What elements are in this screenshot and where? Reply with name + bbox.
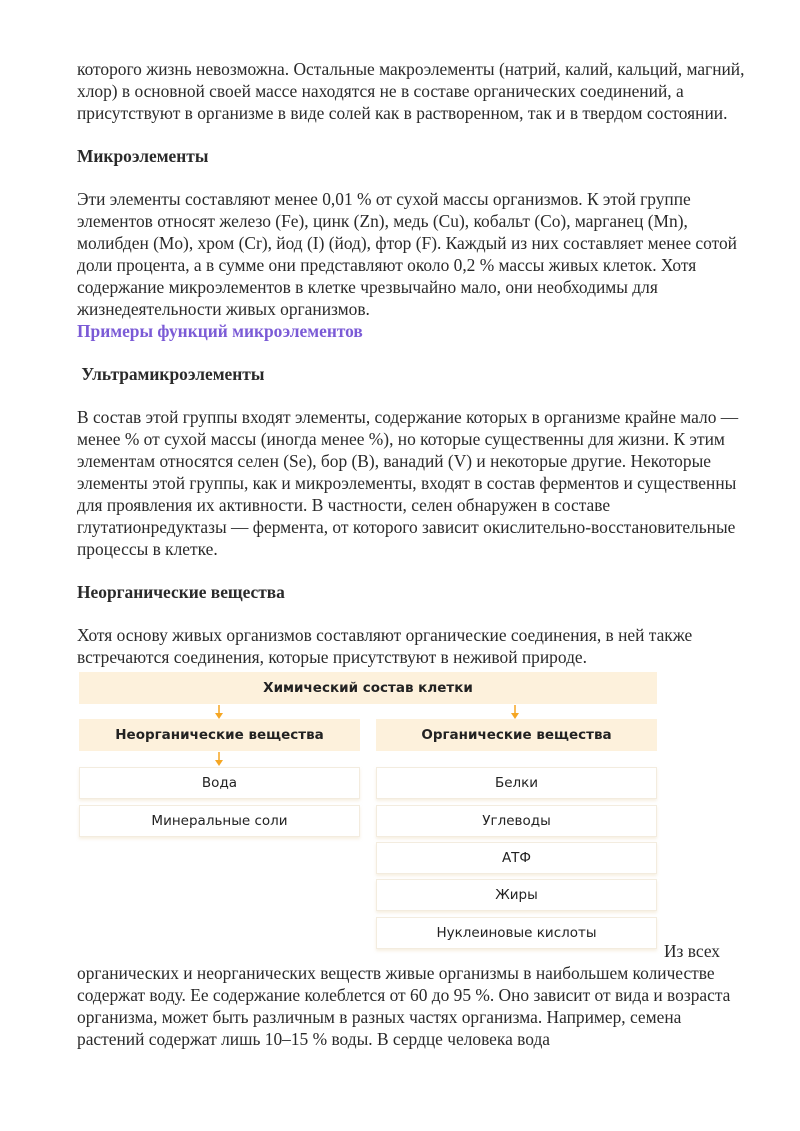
document-body [77, 58, 745, 668]
paragraph-inorganic: Хотя основу живых организмов составляют органические соединения, в ней также встречаются соединения, которые присутствуют в неживой природе. [77, 625, 693, 667]
paragraph-water: органических и неорганических веществ живые организмы в наибольшем количестве содержат воду. Ее содержание колеблется от 60 до 95 %. Оно зависит от вида и возраста организма, может быть различным в разных частях организма. Например, семена растений содержат лишь 10–15 % воды. В сердце человека вода [77, 963, 731, 1049]
heading-microelements: Микроэлементы [77, 146, 209, 166]
inorganic-item: Вода [79, 767, 360, 799]
organic-item: Нуклеиновые кислоты [376, 917, 657, 949]
heading-inorganic: Неорганические вещества [77, 582, 285, 602]
heading-ultramicroelements: Ультрамикроэлементы [77, 364, 265, 384]
organic-header: Органические вещества [376, 719, 657, 751]
inorganic-item: Минеральные соли [79, 805, 360, 837]
arrow-down-icon [214, 752, 224, 766]
organic-item: Белки [376, 767, 657, 799]
organic-item: Жиры [376, 879, 657, 911]
organic-item: АТФ [376, 842, 657, 874]
paragraph-ultramicroelements: В состав этой группы входят элементы, содержание которых в организме крайне мало — менее % от сухой массы (иногда менее %), но которые существенны для жизни. К этим элементам относятся селен (Se), бор (B), ванадий (V) и некоторые другие. Некоторые элементы этой группы, как и микроэлементы, входят в состав ферментов и существенны для проявления их активности. В частности, селен обнаружен в составе глутатионредуктазы — фермента, от которого зависит окислительно-восстановительные процессы в клетке. [77, 407, 739, 559]
paragraph-macro-continued: которого жизнь невозможна. Остальные макроэлементы (натрий, калий, кальций, магний, хлор) в основной своей массе находятся не в составе органических соединений, а присутствуют в организме в виде солей как в растворенном, так и в твердом состоянии. [77, 59, 745, 123]
paragraph-microelements: Эти элементы составляют менее 0,01 % от сухой массы организмов. К этой группе элементов относят железо (Fe), цинк (Zn), медь (Cu), кобальт (Co), марганец (Mn), молибден (Mo), хром (Cr), йод (I) (йод), фтор (F). Каждый из них составляет менее сотой доли процента, а в сумме они представляют около 0,2 % массы живых клеток. Хотя содержание микроэлементов в клетке чрезвычайно мало, они необходимы для жизнедеятельности живых организмов. [77, 189, 737, 319]
cell-composition-diagram [79, 672, 659, 952]
link-microelement-functions[interactable]: Примеры функций микроэлементов [77, 321, 363, 341]
organic-item: Углеводы [376, 805, 657, 837]
diagram-title: Химический состав клетки [79, 672, 657, 704]
arrow-down-icon [510, 705, 520, 719]
text-continuation-start: Из всех [664, 941, 721, 961]
inorganic-header: Неорганические вещества [79, 719, 360, 751]
arrow-down-icon [214, 705, 224, 719]
